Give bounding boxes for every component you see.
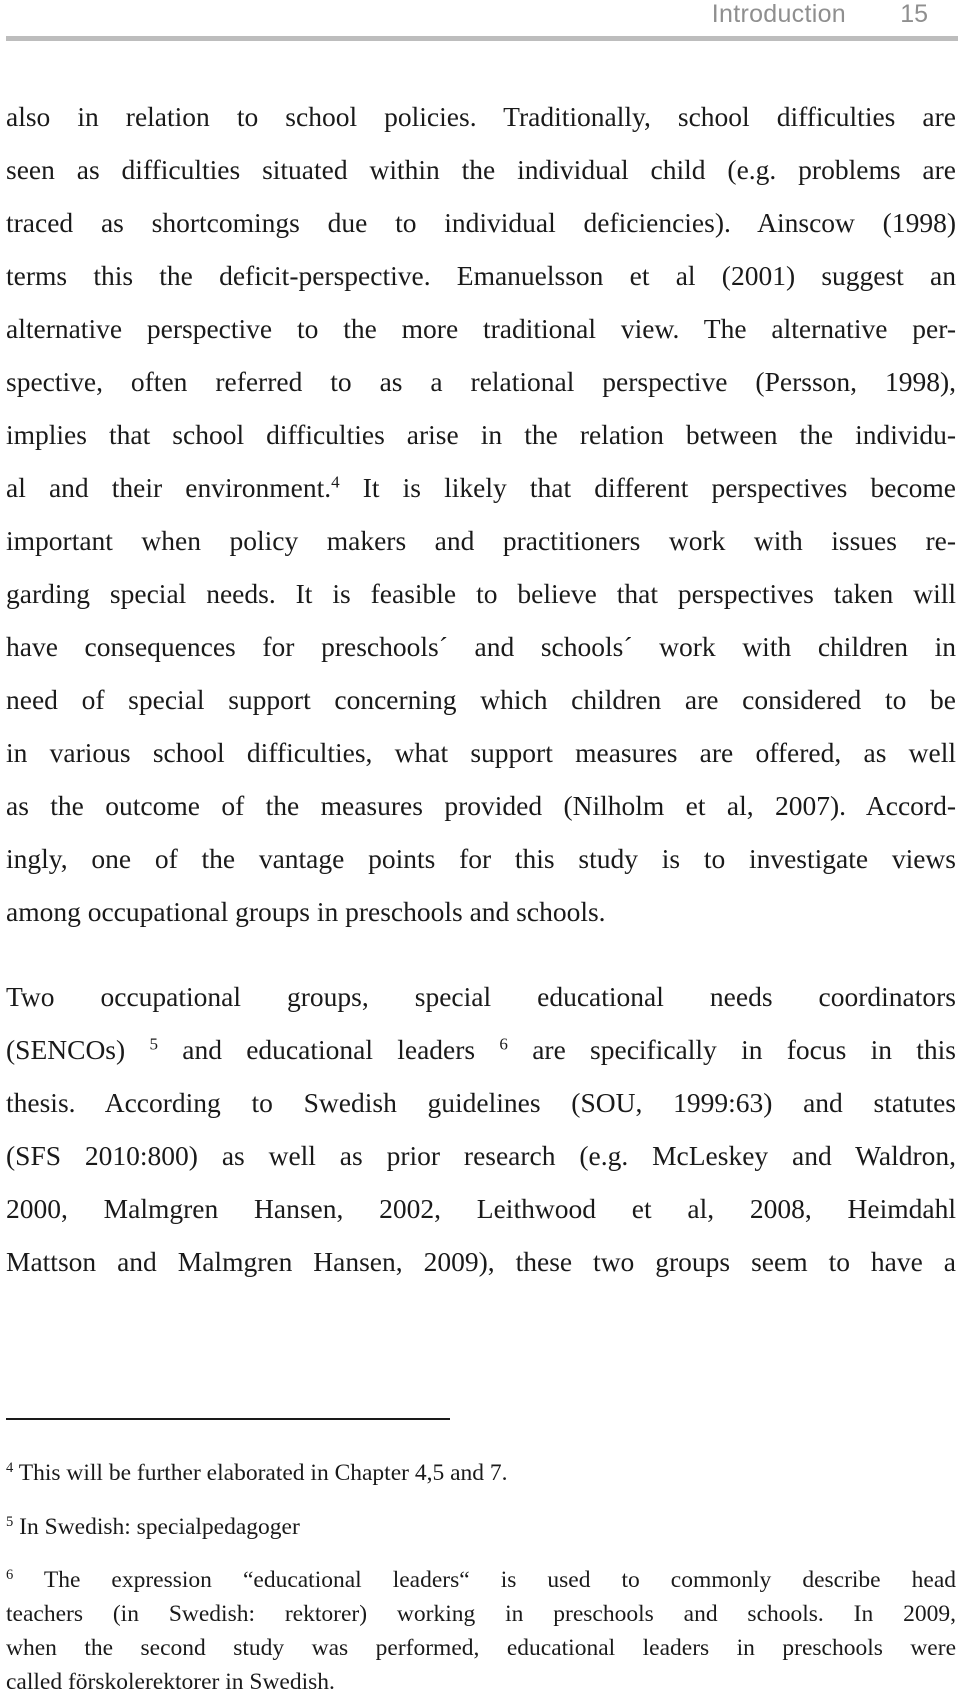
text-line: traced as shortcomings due to individual deficiencies). Ainscow (1998): [6, 207, 956, 238]
page-number: 15: [900, 0, 928, 28]
text-line: alternative perspective to the more traditional view. The alternative per-: [6, 313, 956, 344]
chapter-title: Introduction: [711, 0, 846, 28]
text-line: as the outcome of the measures provided (Nilholm et al, 2007). Accord-: [6, 790, 956, 821]
text-line: spective, often referred to as a relational perspective (Persson, 1998),: [6, 366, 956, 397]
footnote-ref-4: 4: [331, 472, 340, 492]
text-line: implies that school difficulties arise in the relation between the individu-: [6, 419, 956, 450]
text-line: also in relation to school policies. Traditionally, school difficulties are: [6, 101, 956, 132]
text-fragment: are specifically in focus in this: [507, 1034, 956, 1065]
text-line: 2000, Malmgren Hansen, 2002, Leithwood et al, 2008, Heimdahl: [6, 1193, 956, 1224]
text-fragment: (SENCOs): [6, 1034, 150, 1065]
text-line: in various school difficulties, what support measures are offered, as well: [6, 737, 956, 768]
text-line: important when policy makers and practitioners work with issues re-: [6, 525, 956, 556]
footnote-text: This will be further elaborated in Chapter 4,5 and 7.: [13, 1460, 508, 1486]
footnote-line: called förskolerektorer in Swedish.: [6, 1669, 335, 1695]
text-line: among occupational groups in preschools and schools.: [6, 896, 606, 927]
text-line: [6, 471, 956, 528]
text-line: garding special needs. It is feasible to believe that perspectives taken will: [6, 578, 956, 609]
text-line: [6, 1033, 956, 1090]
footnote-line: [6, 1565, 956, 1595]
text-fragment: It is likely that different perspectives become: [339, 472, 956, 503]
text-line: terms this the deficit-perspective. Emanuelsson et al (2001) suggest an: [6, 260, 956, 291]
text-line: have consequences for preschools´ and schools´ work with children in: [6, 631, 956, 662]
header-rule: [6, 36, 958, 41]
text-line: seen as difficulties situated within the individual child (e.g. problems are: [6, 154, 956, 185]
text-line: need of special support concerning which children are considered to be: [6, 684, 956, 715]
footnote-line: [6, 1512, 956, 1542]
footnote-separator: [6, 1418, 450, 1420]
text-line: Two occupational groups, special educational needs coordinators: [6, 981, 956, 1012]
running-header: [0, 0, 958, 40]
footnote-marker: 6: [6, 1567, 14, 1583]
footnote-text: The expression “educational leaders“ is used to commonly describe head: [13, 1567, 956, 1593]
text-fragment: and educational leaders: [157, 1034, 500, 1065]
footnote-ref-6: 6: [499, 1034, 508, 1054]
footnote-text: In Swedish: specialpedagoger: [13, 1514, 300, 1540]
text-line: Mattson and Malmgren Hansen, 2009), these two groups seem to have a: [6, 1246, 956, 1277]
footnote-line: teachers (in Swedish: rektorer) working in preschools and schools. In 2009,: [6, 1601, 956, 1627]
text-line: ingly, one of the vantage points for this study is to investigate views: [6, 843, 956, 874]
footnote-marker: 5: [6, 1514, 14, 1530]
footnote-marker: 4: [6, 1460, 14, 1476]
text-line: (SFS 2010:800) as well as prior research (e.g. McLeskey and Waldron,: [6, 1140, 956, 1171]
footnote-ref-5: 5: [149, 1034, 158, 1054]
text-line: thesis. According to Swedish guidelines (SOU, 1999:63) and statutes: [6, 1087, 956, 1118]
footnote-line: [6, 1458, 956, 1488]
footnote-line: when the second study was performed, educational leaders in preschools were: [6, 1635, 956, 1661]
text-fragment: al and their environment.: [6, 472, 332, 503]
